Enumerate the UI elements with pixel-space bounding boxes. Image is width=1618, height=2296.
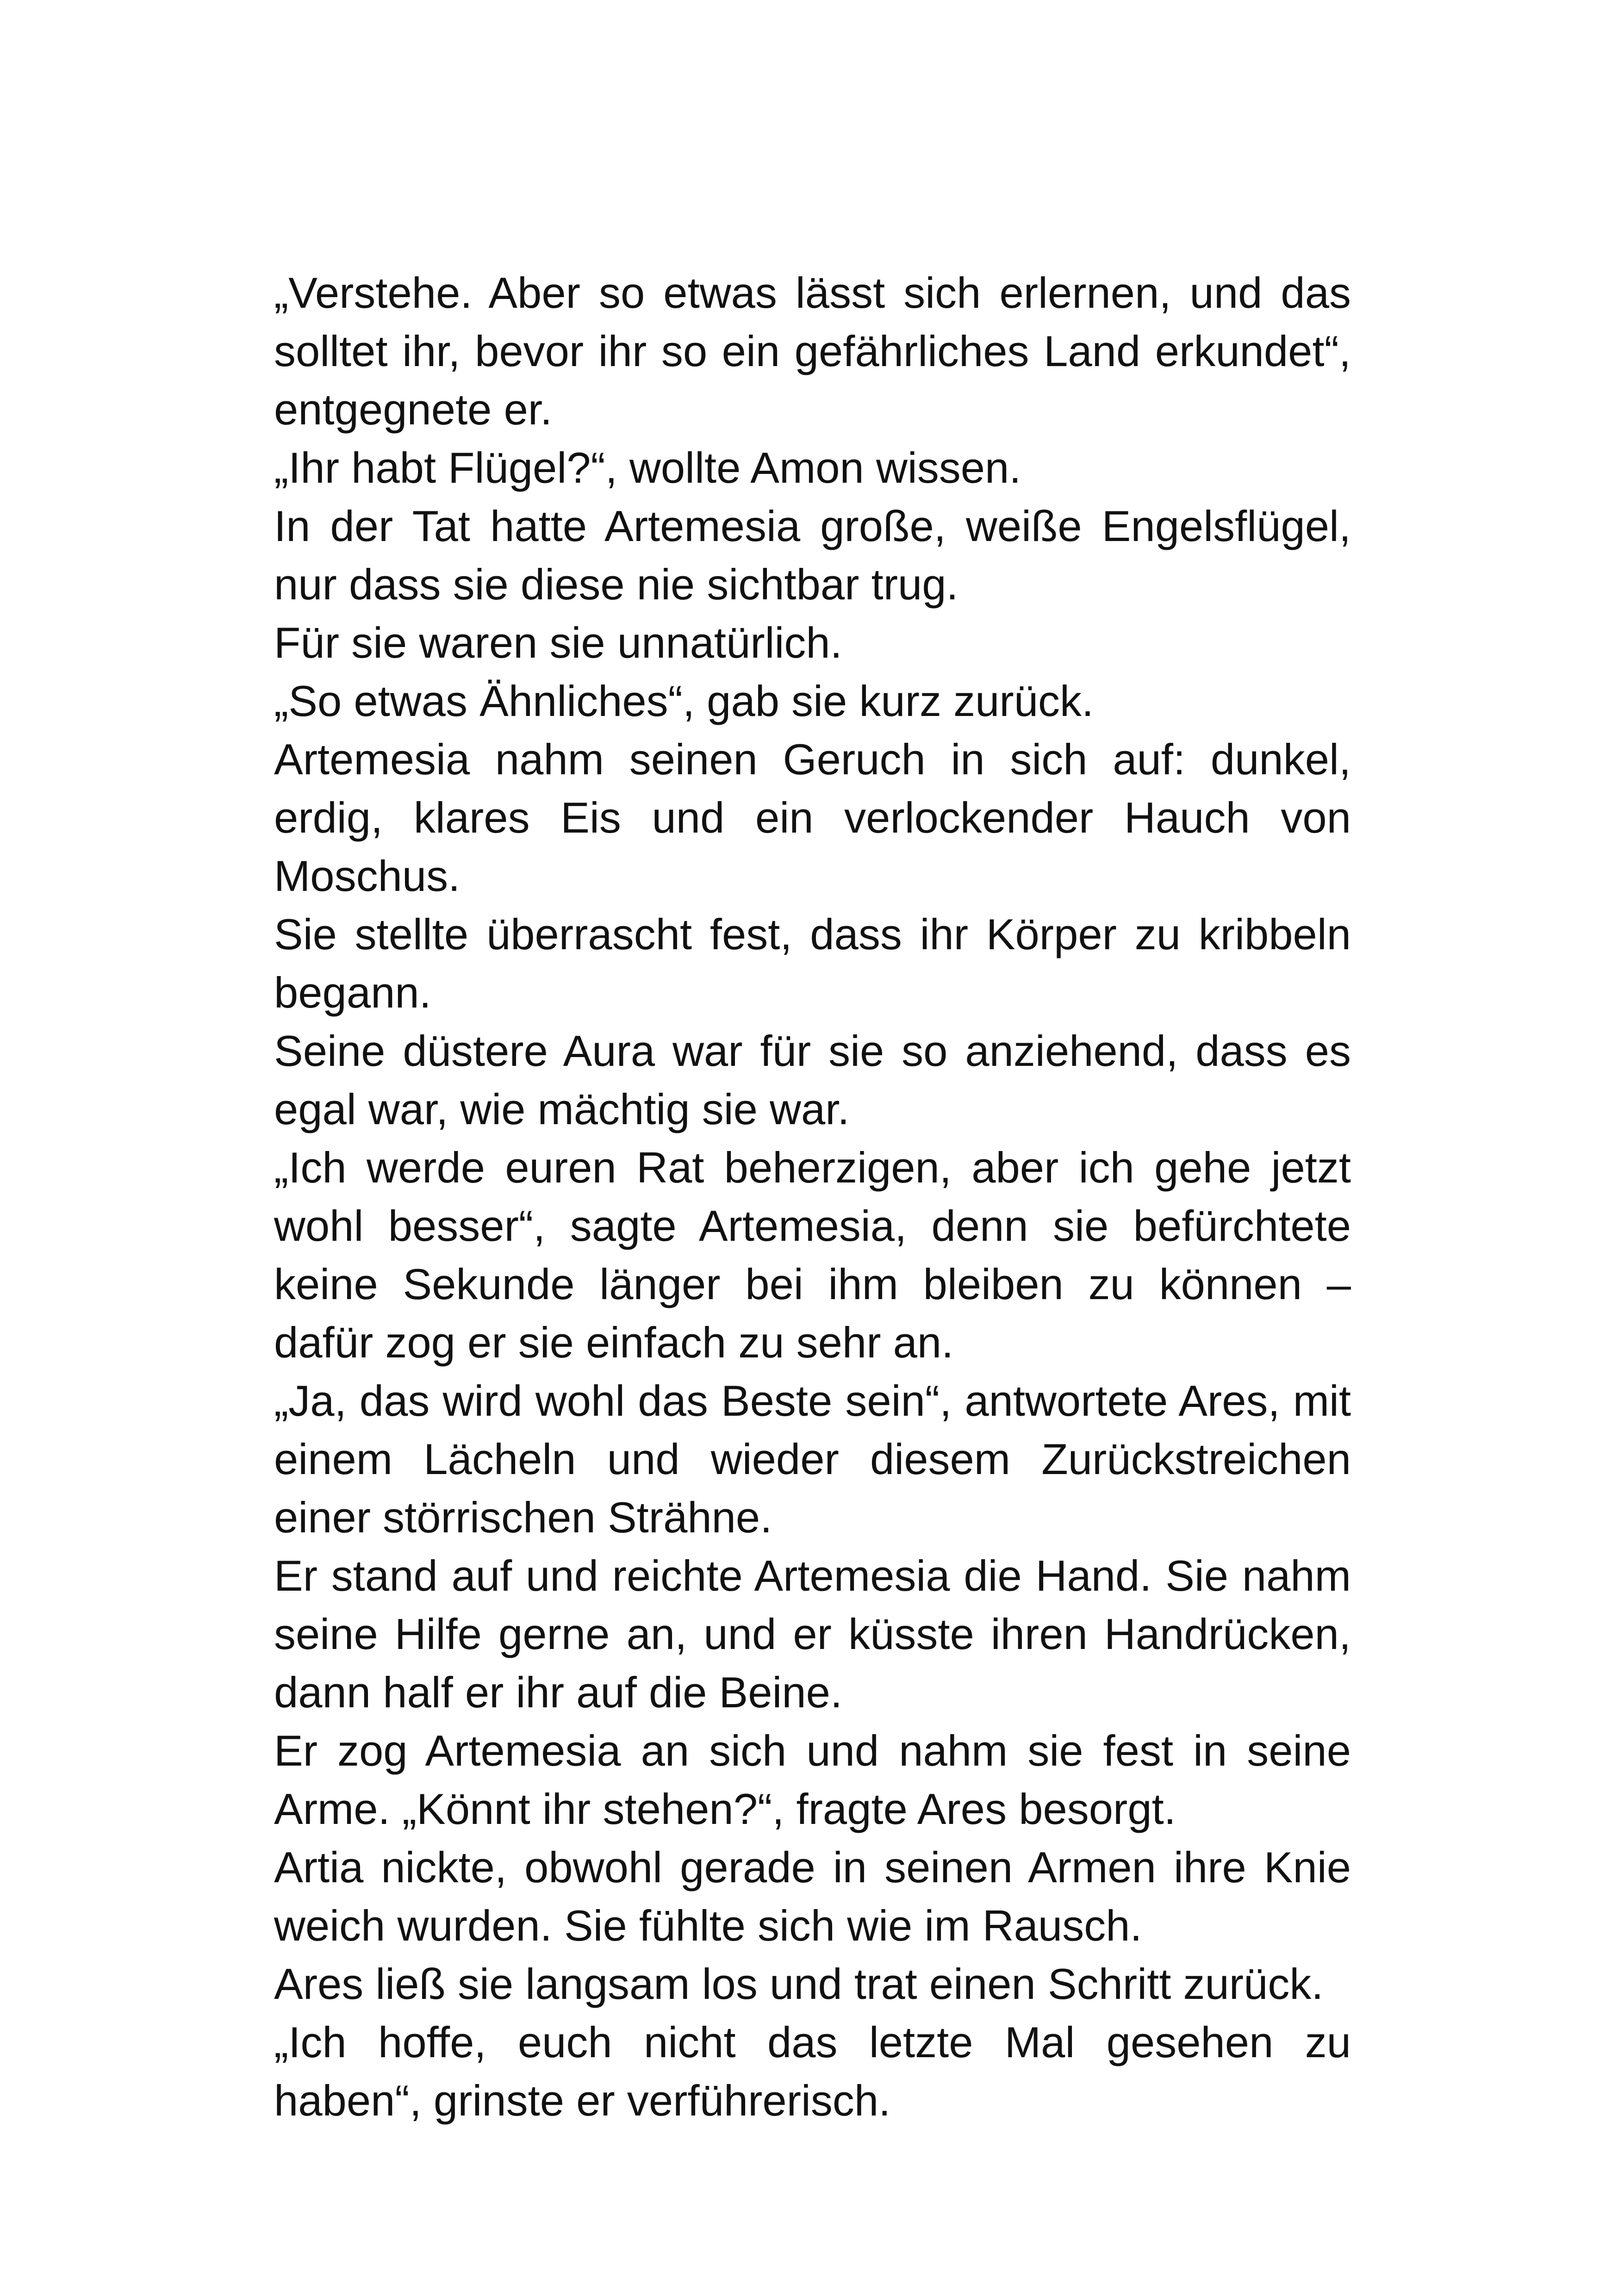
paragraph: Artemesia nahm seinen Geruch in sich auf: dunkel, erdig, klares Eis und ein verlockender Hauch von Moschus. — [274, 735, 1351, 900]
paragraph: In der Tat hatte Artemesia große, weiße Engelsflügel, nur dass sie diese nie sichtbar trug. — [274, 502, 1351, 609]
paragraph: „Ich hoffe, euch nicht das letzte Mal gesehen zu haben“, grinste er verführerisch. — [274, 2018, 1351, 2125]
body-text — [274, 264, 1351, 2130]
paragraph: „Ich werde euren Rat beherzigen, aber ich gehe jetzt wohl besser“, sagte Artemesia, denn sie befürchtete keine Sekunde länger bei ihm bleiben zu können – dafür zog er sie einfach zu sehr an. — [274, 1143, 1351, 1367]
paragraph: „So etwas Ähnliches“, gab sie kurz zurück. — [274, 677, 1094, 725]
paragraph: Sie stellte überrascht fest, dass ihr Körper zu kribbeln begann. — [274, 910, 1351, 1017]
paragraph: Er zog Artemesia an sich und nahm sie fest in seine Arme. „Könnt ihr stehen?“, fragte Ares besorgt. — [274, 1726, 1351, 1833]
paragraph: Artia nickte, obwohl gerade in seinen Armen ihre Knie weich wurden. Sie fühlte sich wie im Rausch. — [274, 1843, 1351, 1950]
paragraph: Seine düstere Aura war für sie so anziehend, dass es egal war, wie mächtig sie war. — [274, 1027, 1351, 1133]
paragraph: „Ihr habt Flügel?“, wollte Amon wissen. — [274, 443, 1021, 492]
paragraph: „Ja, das wird wohl das Beste sein“, antwortete Ares, mit einem Lächeln und wieder diesem Zurückstreichen einer störrischen Strähne. — [274, 1376, 1351, 1542]
paragraph: Ares ließ sie langsam los und trat einen Schritt zurück. — [274, 1960, 1324, 2008]
paragraph: Er stand auf und reichte Artemesia die Hand. Sie nahm seine Hilfe gerne an, und er küsste ihren Handrücken, dann half er ihr auf die Beine. — [274, 1551, 1351, 1717]
paragraph: Für sie waren sie unnatürlich. — [274, 618, 842, 667]
paragraph: „Verstehe. Aber so etwas lässt sich erlernen, und das solltet ihr, bevor ihr so ein gefährliches Land erkundet“, entgegnete er. — [274, 268, 1351, 434]
